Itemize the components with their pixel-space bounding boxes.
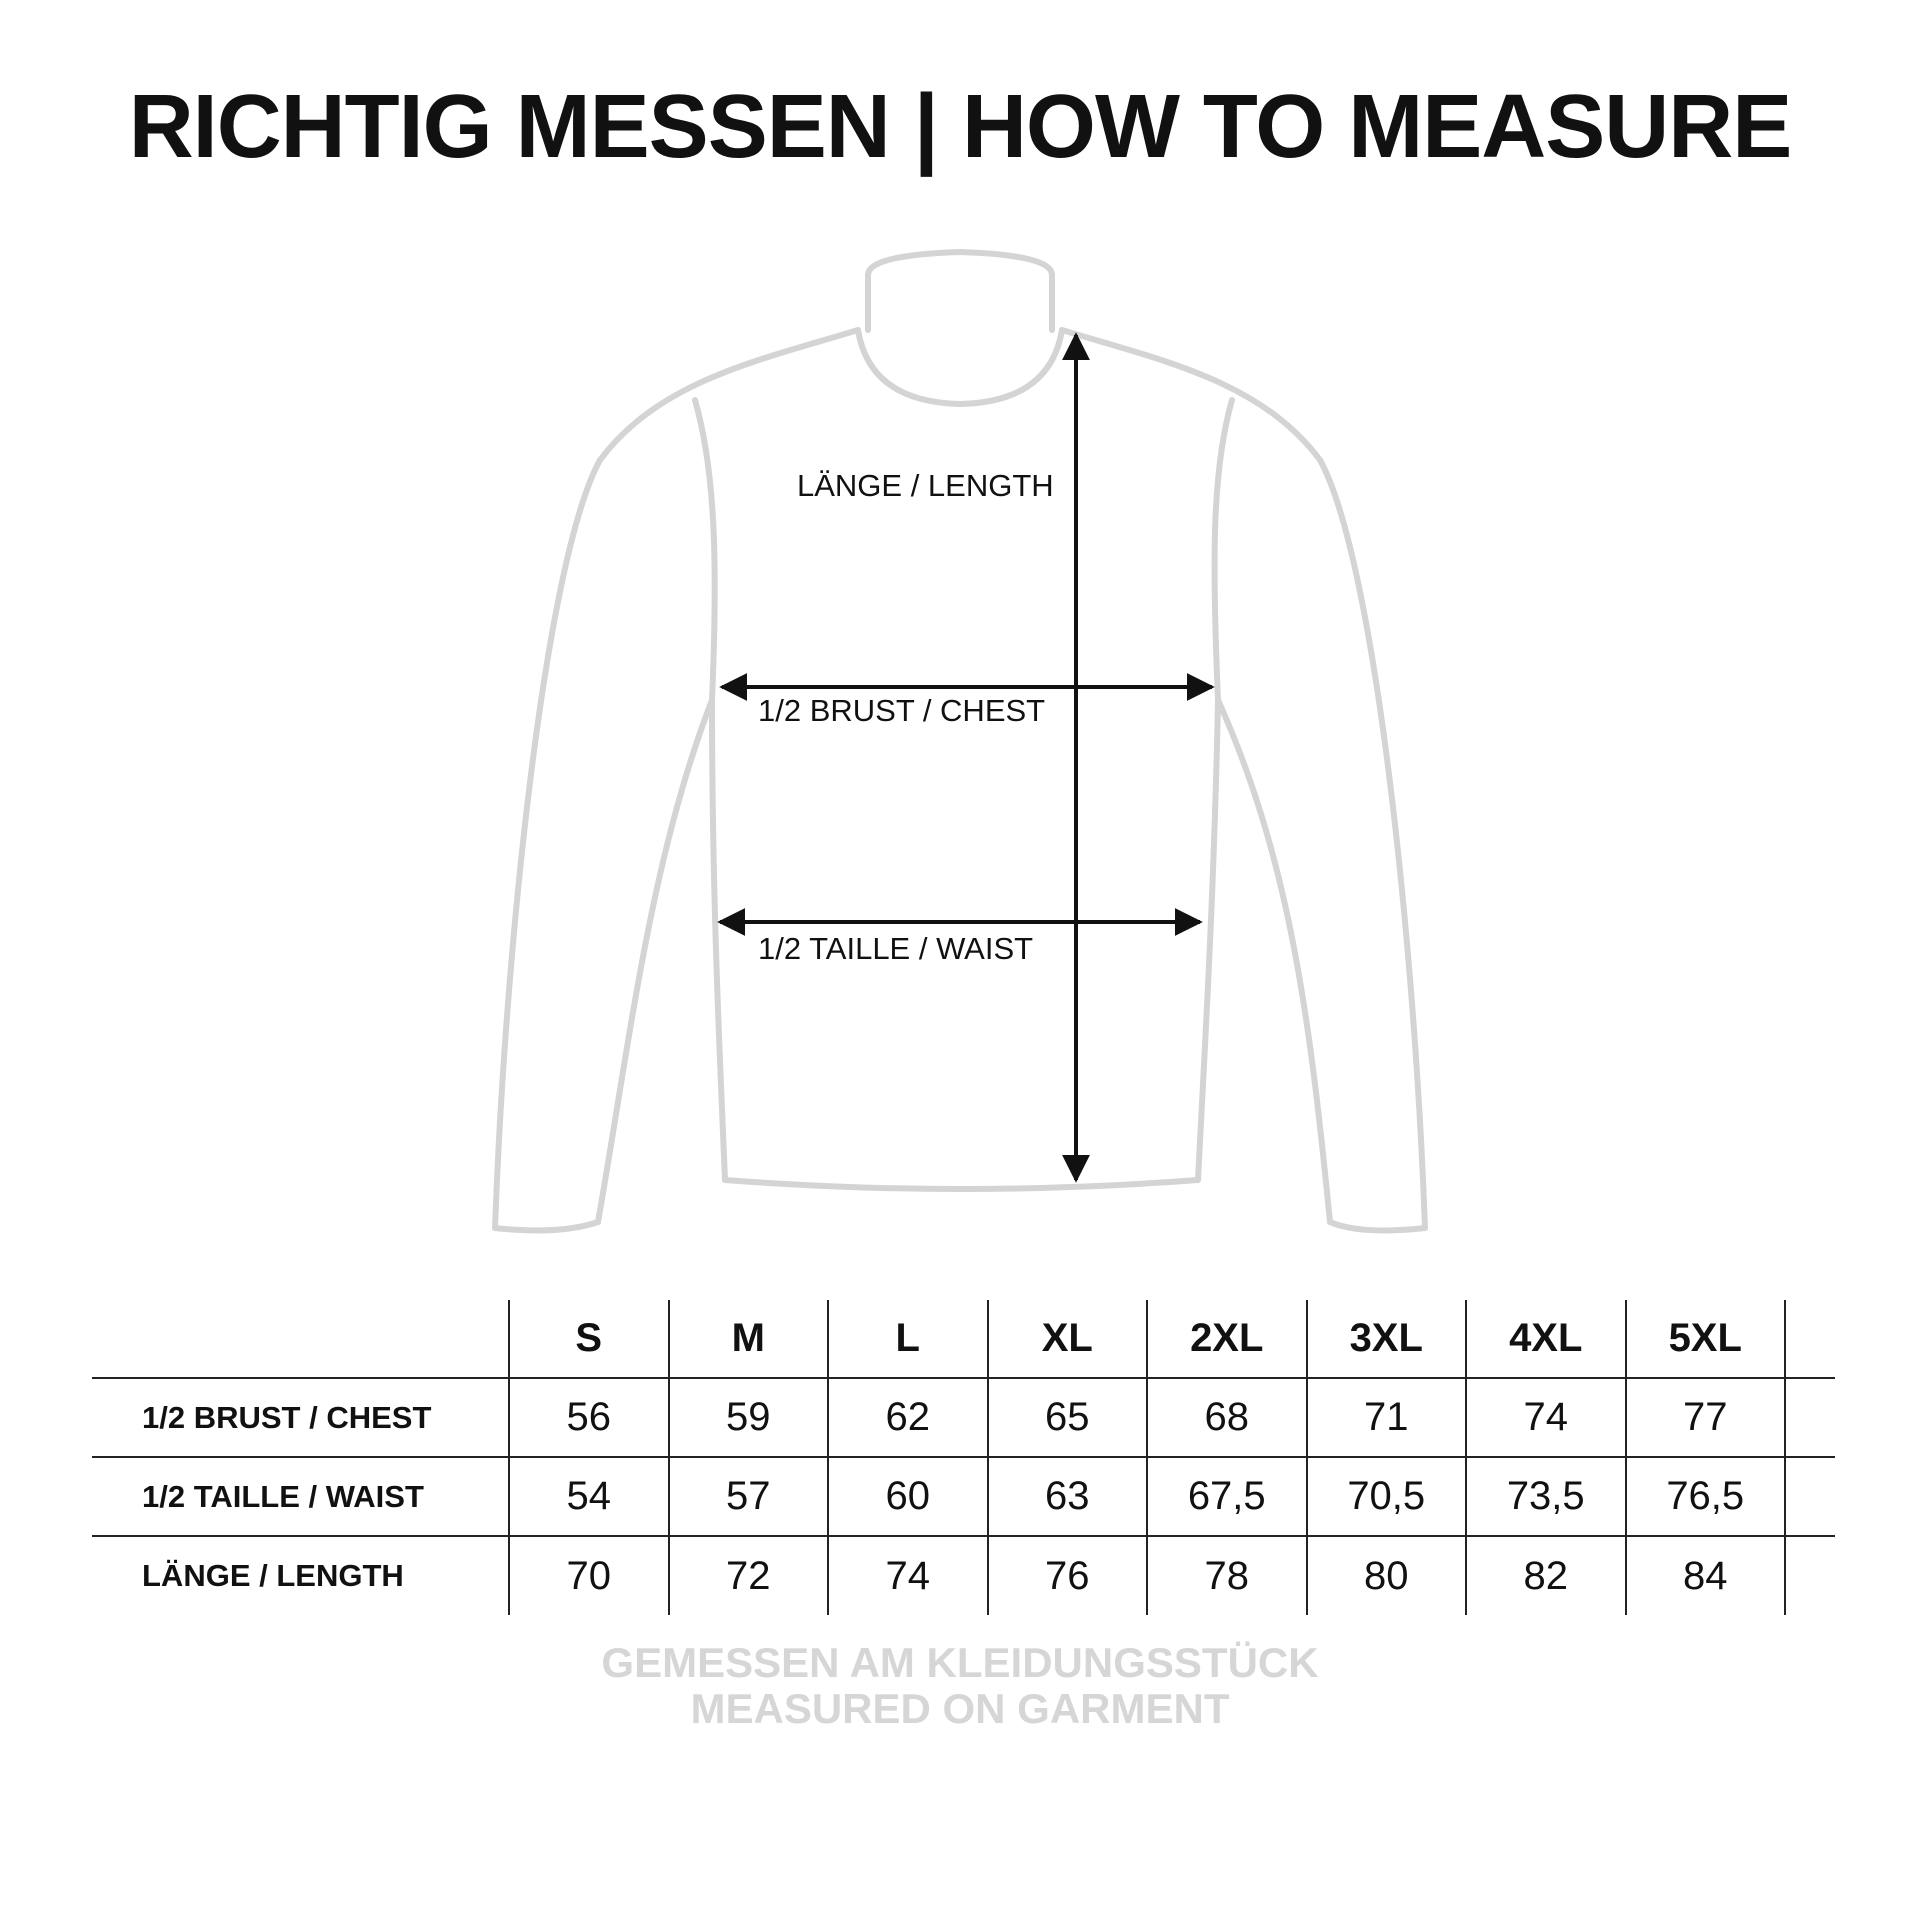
hem [725,1180,1198,1189]
neckline [858,330,1062,404]
table-cell: 76 [988,1536,1148,1615]
table-cell: 73,5 [1466,1457,1626,1536]
table-cell: 60 [828,1457,988,1536]
table-cell: 80 [1307,1536,1467,1615]
left-cuff [495,1222,598,1230]
footnote-line-1: GEMESSEN AM KLEIDUNGSSTÜCK [601,1639,1319,1686]
left-sleeve-inner [598,700,712,1222]
table-cell: 84 [1626,1536,1786,1615]
table-row [92,1378,1835,1457]
table-cell: 71 [1307,1378,1467,1457]
size-header: 4XL [1466,1300,1626,1378]
left-shoulder-sleeve [495,330,858,1228]
table-corner [92,1300,509,1378]
table-cell: 72 [669,1536,829,1615]
table-end-cell [1785,1300,1835,1378]
table-cell: 67,5 [1147,1457,1307,1536]
table-cell: 54 [509,1457,669,1536]
table-cell: 70 [509,1536,669,1615]
table-cell: 65 [988,1378,1148,1457]
shirt-outline [495,252,1425,1230]
size-header: 2XL [1147,1300,1307,1378]
size-header: XL [988,1300,1148,1378]
left-body-side [695,400,725,1180]
table-row [92,1457,1835,1536]
right-body-side [1198,400,1232,1180]
size-header: M [669,1300,829,1378]
size-header: S [509,1300,669,1378]
table-cell: 74 [1466,1378,1626,1457]
right-sleeve-inner [1218,700,1330,1222]
table-cell: 82 [1466,1536,1626,1615]
table-cell: 62 [828,1378,988,1457]
waist-label: 1/2 TAILLE / WAIST [758,931,1034,966]
table-row [92,1536,1835,1615]
chest-label: 1/2 BRUST / CHEST [758,693,1046,728]
table-cell: 76,5 [1626,1457,1786,1536]
collar-top [868,252,1052,275]
row-label: LÄNGE / LENGTH [142,1558,404,1593]
table-cell: 77 [1626,1378,1786,1457]
footnote-line-2: MEASURED ON GARMENT [690,1685,1230,1732]
page-title: RICHTIG MESSEN | HOW TO MEASURE [128,77,1792,177]
size-table [92,1300,1835,1615]
table-cell: 74 [828,1536,988,1615]
table-cell: 70,5 [1307,1457,1467,1536]
right-shoulder-sleeve [1062,330,1425,1228]
table-cell: 59 [669,1378,829,1457]
row-label: 1/2 TAILLE / WAIST [92,1457,509,1536]
size-header: 5XL [1626,1300,1786,1378]
size-header-row [92,1300,1835,1378]
table-end-cell [1785,1378,1835,1457]
footnote [0,1640,1920,1732]
table-end-cell [1785,1536,1835,1615]
table-end-cell [1785,1457,1835,1536]
table-cell: 68 [1147,1378,1307,1457]
table-cell: 57 [669,1457,829,1536]
table-cell: 63 [988,1457,1148,1536]
measurement-arrows [720,335,1212,1180]
table-cell: 56 [509,1378,669,1457]
length-label: LÄNGE / LENGTH [797,468,1054,503]
right-cuff [1330,1222,1425,1230]
table-cell: 78 [1147,1536,1307,1615]
row-label: 1/2 BRUST / CHEST [92,1378,509,1457]
size-header: 3XL [1307,1300,1467,1378]
size-header: L [828,1300,988,1378]
